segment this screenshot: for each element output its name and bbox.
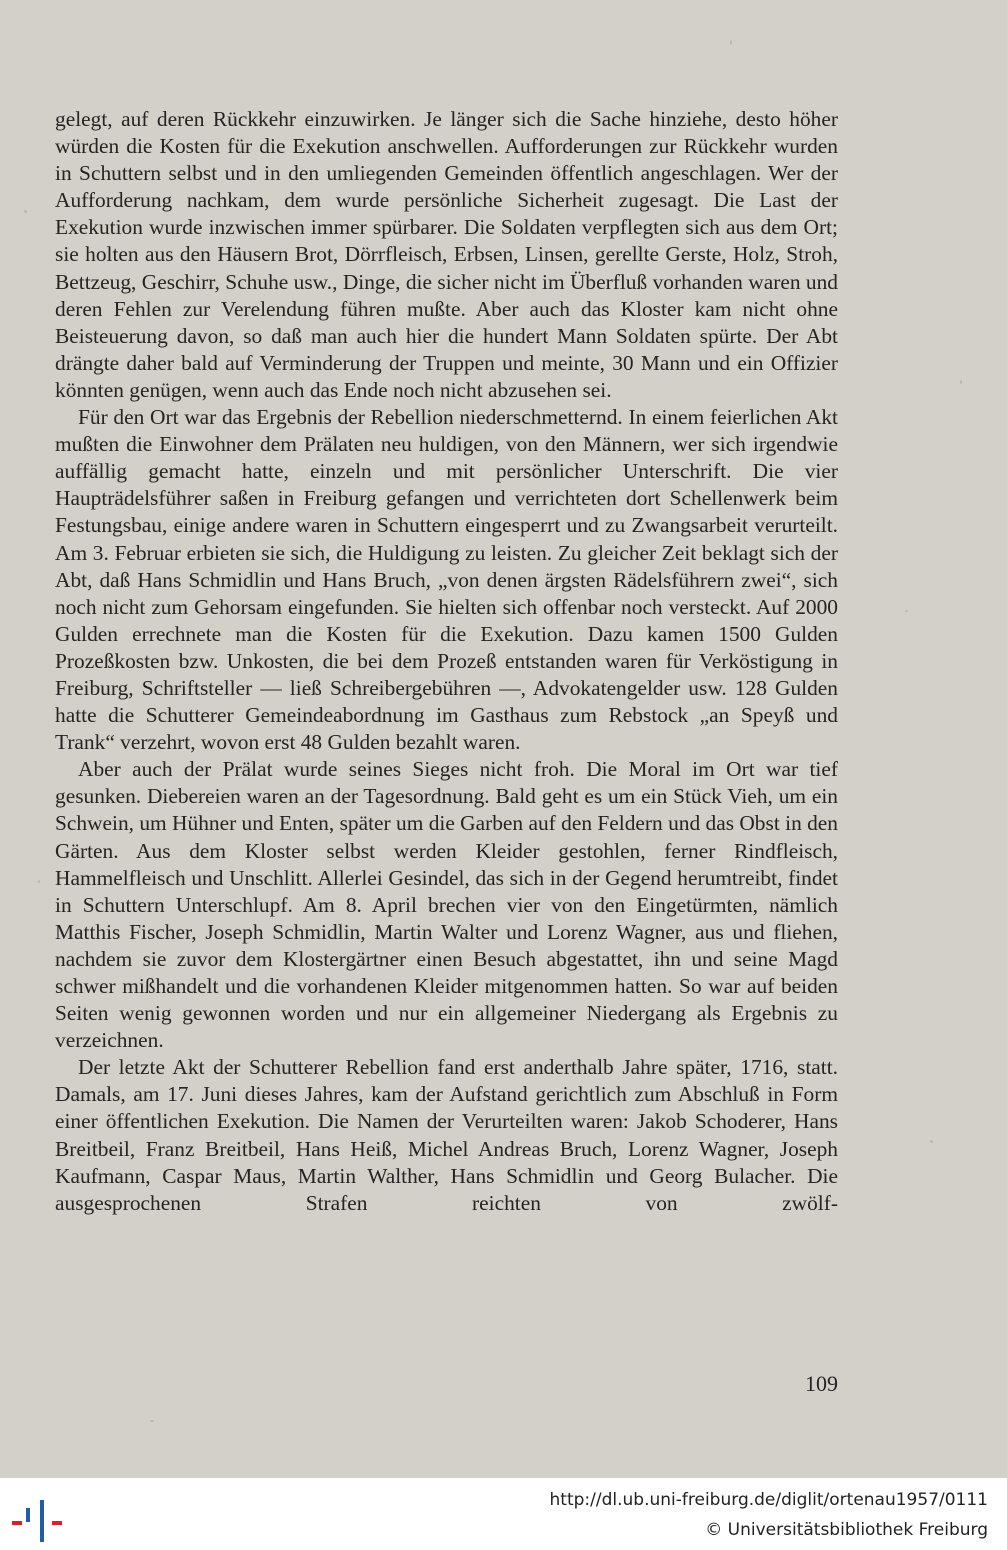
page-number: 109 [805, 1371, 838, 1396]
paper-speck [24, 210, 27, 213]
logo-bar-blue-center [40, 1500, 44, 1542]
logo-bar-blue-left [26, 1508, 30, 1522]
body-text [55, 106, 838, 1217]
paragraph-1: gelegt, auf deren Rückkehr einzuwirken. Je länger sich die Sache hinziehe, desto höher würden die Kosten für die Exekution anschwellen. Aufforderungen zur Rückkehr wurden in Schuttern selbst und in den umliegenden Gemeinden öffentlich angeschlagen. Wer der Aufforderung nachkam, dem wurde persönliche Sicherheit zugesagt. Die Last der Exekution wurde inzwischen immer spürbarer. Die Soldaten verpflegten sich aus dem Ort; sie holten aus den Häusern Brot, Dörrfleisch, Erbsen, Linsen, gerellte Gerste, Holz, Stroh, Bettzeug, Geschirr, Schuhe usw., Dinge, die sicher nicht im Überfluß vorhanden waren und deren Fehlen zur Verelendung führen mußte. Aber auch das Kloster kam nicht ohne Beisteuerung davon, so daß man auch hier die hundert Mann Soldaten spürte. Der Abt drängte daher bald auf Verminderung der Truppen und meinte, 30 Mann und ein Offizier könnten genügen, wenn auch das Ende noch nicht abzusehen sei. [55, 107, 838, 402]
paper-speck [960, 380, 962, 384]
digital-copy-link[interactable]: http://dl.ub.uni-freiburg.de/diglit/ortenau1957/0111 [549, 1490, 988, 1510]
paragraph-4: Der letzte Akt der Schutterer Rebellion fand erst anderthalb Jahre später, 1716, statt. Damals, am 17. Juni dieses Jahres, kam der Aufstand gerichtlich zum Abschluß in Form einer öffentlichen Exekution. Die Namen der Verurteilten waren: Jakob Schoderer, Hans Breitbeil, Franz Breitbeil, Hans Heiß, Michel Andreas Bruch, Lorenz Wagner, Joseph Kaufmann, Caspar Maus, Martin Walther, Hans Schmidlin und Georg Bulacher. Die ausgesprochenen Strafen reichten von zwölf- [55, 1055, 838, 1215]
paragraph-3: Aber auch der Prälat wurde seines Sieges nicht froh. Die Moral im Ort war tief gesunken. Diebereien waren an der Tagesordnung. Bald geht es um ein Stück Vieh, um ein Schwein, um Hühner und Enten, später um die Garben auf den Feldern und das Obst in den Gärten. Aus dem Kloster selbst werden Kleider gestohlen, ferner Rindfleisch, Hammelfleisch und Unschlitt. Allerlei Gesindel, das sich in der Gegend herumtreibt, findet in Schuttern Unterschlupf. Am 8. April brechen vier von den Eingetürmten, nämlich Matthis Fischer, Joseph Schmidlin, Martin Walter und Lorenz Wagner, aus und fliehen, nachdem sie zuvor dem Klostergärtner einen Besuch abgestattet, ihn und seine Magd schwer mißhandelt und die vorhandenen Kleider mitgenommen hatten. So war auf beiden Seiten wenig gewonnen worden und nur ein allgemeiner Niedergang als Ergebnis zu verzeichnen. [55, 757, 838, 1053]
paper-speck [905, 610, 908, 612]
paper-speck [730, 40, 732, 45]
paragraph-2: Für den Ort war das Ergebnis der Rebellion niederschmetternd. In einem feierlichen Akt mußten die Einwohner dem Prälaten neu huldigen, von den Männern, wer sich irgendwie auffällig gemacht hatte, einzeln und mit persönlicher Unterschrift. Die vier Haupträdelsführer saßen in Freiburg gefangen und verrichteten dort Schellenwerk beim Festungsbau, einige andere waren in Schuttern eingesperrt und zu Zwangsarbeit verurteilt. Am 3. Februar erbieten sie sich, die Huldigung zu leisten. Zu gleicher Zeit beklagt sich der Abt, daß Hans Schmidlin und Hans Bruch, „von denen ärgsten Rädelsführern zwei“, sich noch nicht zum Gehorsam eingefunden. Sie hielten sich offenbar noch versteckt. Auf 2000 Gulden errechnete man die Kosten für die Exekution. Dazu kamen 1500 Gulden Prozeßkosten bzw. Unkosten, die bei dem Prozeß entstanden waren für Verköstigung in Freiburg, Schriftsteller — ließ Schreibergebühren —, Advokatengelder usw. 128 Gulden hatte die Schutterer Gemeindeabordnung im Gasthaus zum Rebstock „an Speyß und Trank“ verzehrt, wovon erst 48 Gulden bezahlt waren. [55, 405, 838, 755]
ub-freiburg-logo-icon [10, 1488, 66, 1542]
paper-speck [930, 1140, 933, 1143]
logo-bar-red-right [52, 1521, 62, 1525]
paper-speck [38, 880, 40, 883]
copyright-notice: © Universitätsbibliothek Freiburg [705, 1520, 988, 1540]
library-footer [0, 1478, 1007, 1550]
paper-speck [150, 1420, 154, 1422]
logo-bar-red-left [12, 1521, 22, 1525]
